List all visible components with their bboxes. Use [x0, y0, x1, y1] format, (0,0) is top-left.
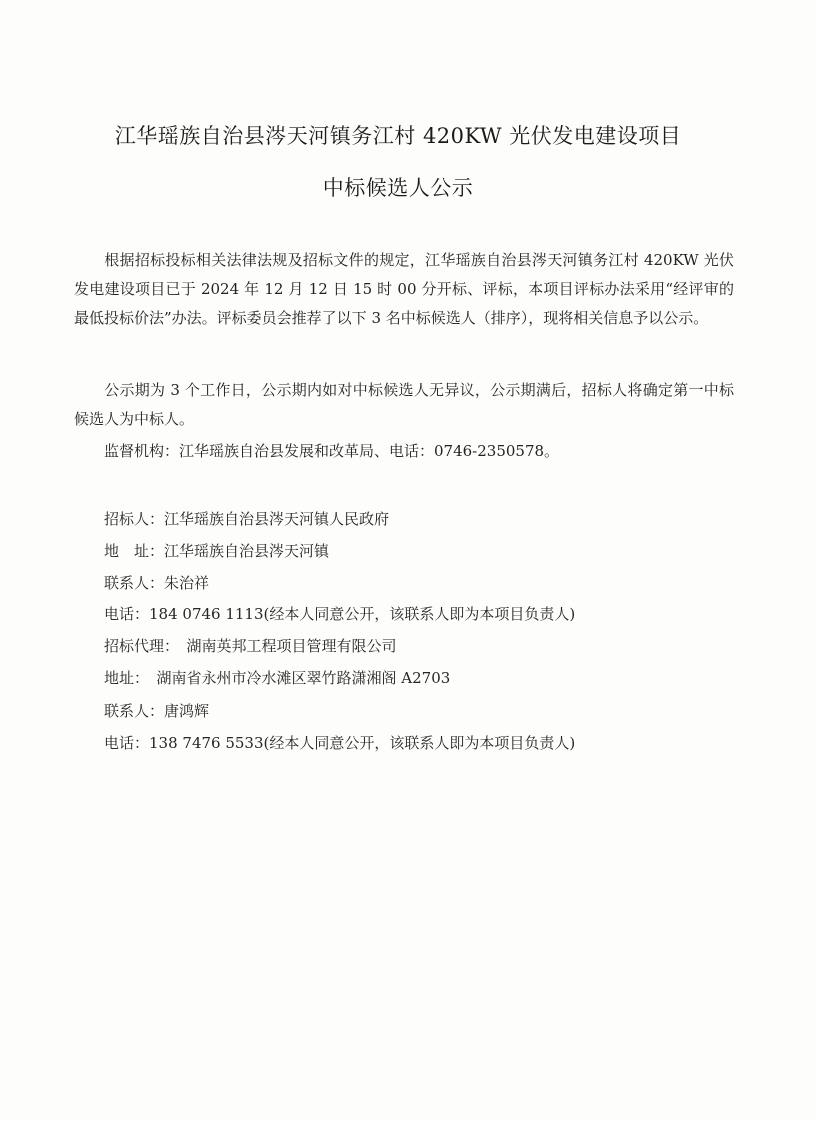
body-paragraph-3-text: 监督机构：江华瑶族自治县发展和改革局、电话：0746-2350578。 — [104, 442, 560, 460]
document-title-line2: 中标候选人公示 — [322, 176, 474, 200]
tenderer-line: 招标人：江华瑶族自治县涔天河镇人民政府 — [104, 510, 390, 528]
document-title-line1: 江华瑶族自治县涔天河镇务江村 420KW 光伏发电建设项目 — [114, 124, 682, 148]
agency-contact-line: 联系人：唐鸿辉 — [104, 702, 210, 720]
body-paragraph-3 — [74, 437, 734, 466]
body-paragraph-1 — [74, 246, 734, 333]
body-paragraph-1-text: 根据招标投标相关法律法规及招标文件的规定，江华瑶族自治县涔天河镇务江村 420KW 光伏发电建设项目已于 2024 年 12 月 12 日 15 时 00 分开标、评标，本项目评标办法采用“经评审的最低投标价法”办法。评标委员会推荐了以下 3 名中标候选人（排序），现将相关信息予以公示。 — [74, 251, 734, 327]
agency-line: 招标代理： 湖南英邦工程项目管理有限公司 — [104, 637, 397, 655]
body-paragraph-2-text: 公示期为 3 个工作日，公示期内如对中标候选人无异议，公示期满后，招标人将确定第一中标候选人为中标人。 — [74, 381, 734, 428]
tenderer-phone-line: 电话：184 0746 1113(经本人同意公开，该联系人即为本项目负责人) — [104, 605, 576, 623]
tenderer-contact-line: 联系人：朱治祥 — [104, 574, 210, 592]
body-paragraph-2 — [74, 376, 734, 434]
agency-phone-line: 电话：138 7476 5533(经本人同意公开，该联系人即为本项目负责人) — [104, 734, 576, 752]
agency-address-line: 地址： 湖南省永州市冷水滩区翠竹路潇湘阁 A2703 — [104, 669, 451, 687]
tenderer-address-line: 地 址：江华瑶族自治县涔天河镇 — [104, 542, 330, 560]
